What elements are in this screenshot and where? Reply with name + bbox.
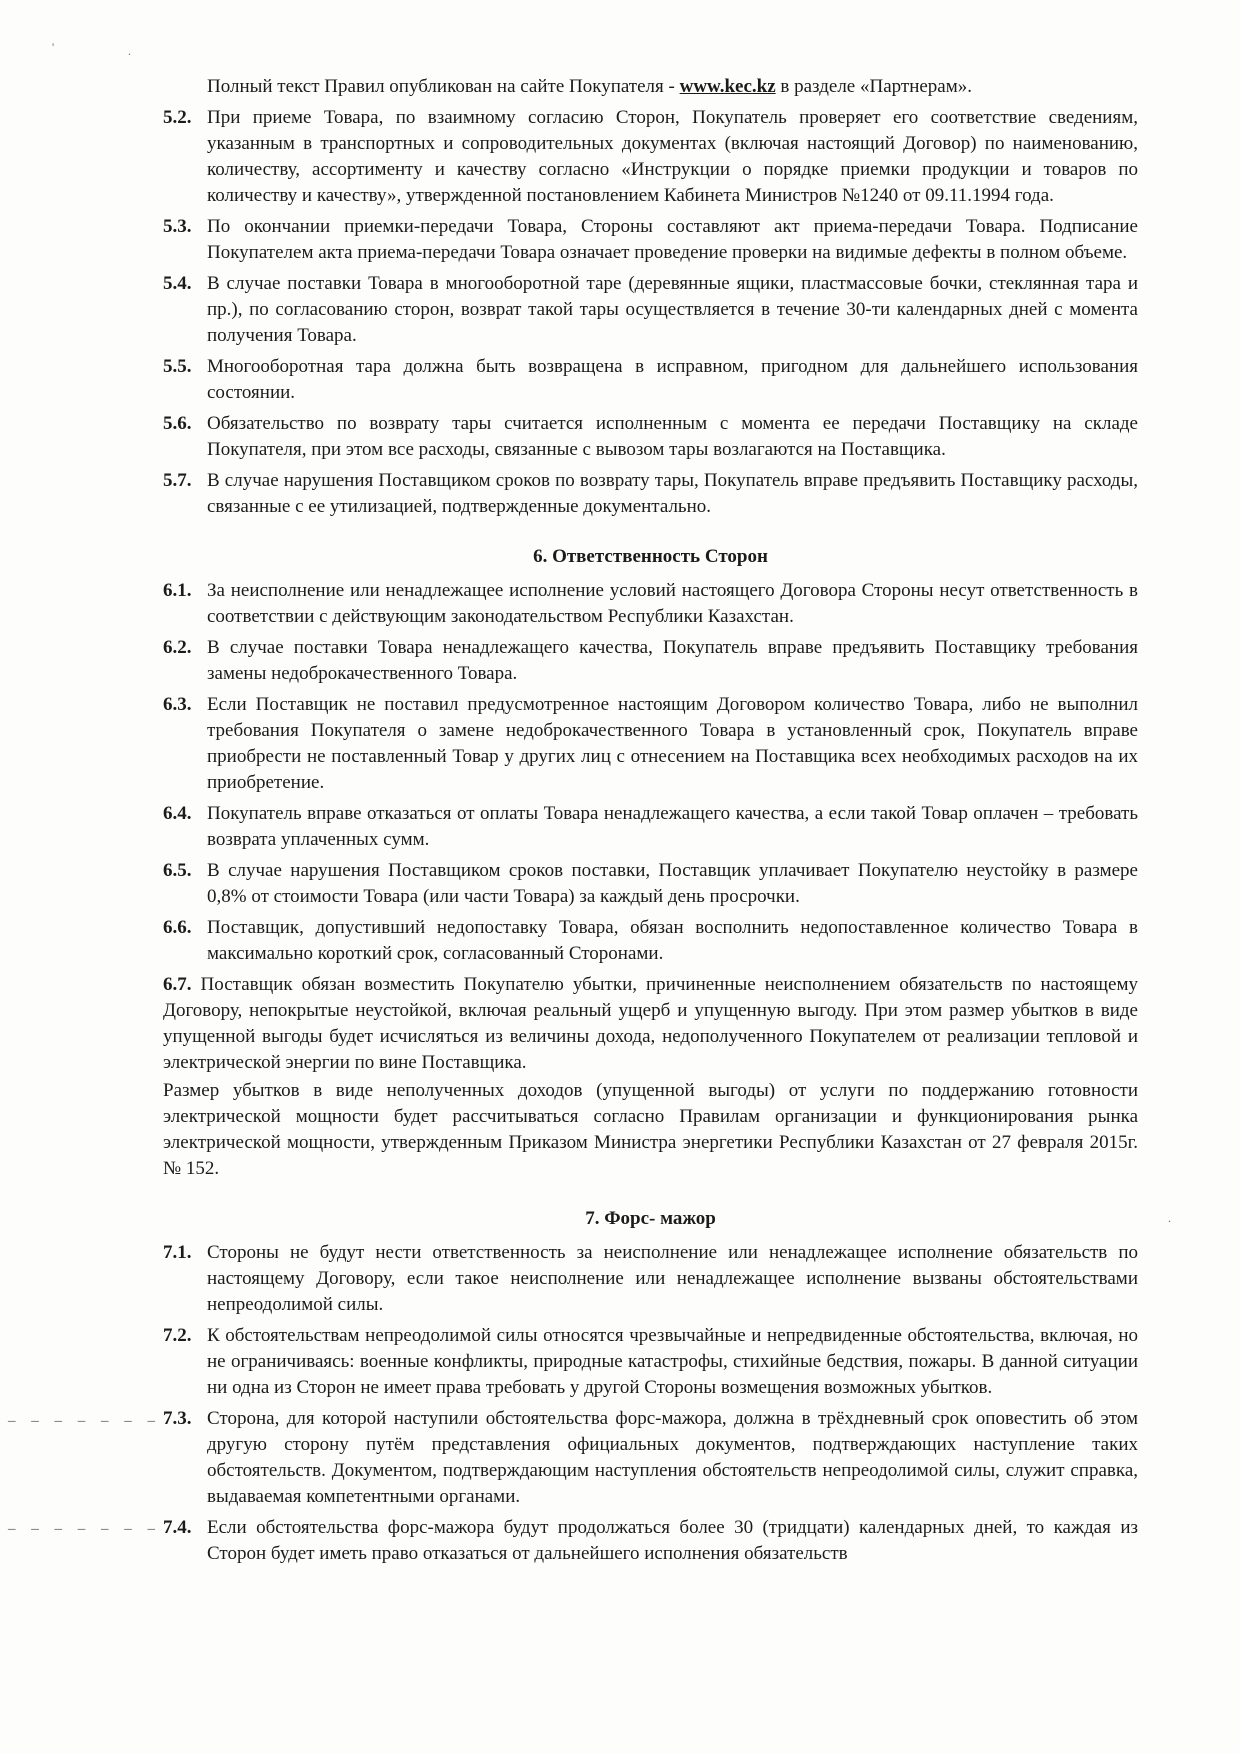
intro-text: Полный текст Правил опубликован на сайте Покупателя -: [207, 76, 680, 97]
clause-number: 5.4.: [163, 273, 192, 294]
section-6-heading: 6. Ответственность Сторон: [533, 546, 768, 567]
clause-text: В случае нарушения Поставщиком сроков поставки, Поставщик уплачивает Покупателю неустойку в размере 0,8% от стоимости Товара (или части Товара) за каждый день просрочки.: [207, 860, 1138, 907]
clause-text: За неисполнение или ненадлежащее исполнение условий настоящего Договора Стороны несут ответственность в соответствии с действующим законодательством Республики Казахстан.: [207, 580, 1138, 627]
clause-text: Многооборотная тара должна быть возвращена в исправном, пригодном для дальнейшего использования состоянии.: [207, 356, 1138, 403]
clause-number: 6.1.: [163, 580, 192, 601]
clause-5-6: [163, 411, 1138, 463]
clause-7-1: [163, 1240, 1138, 1318]
clause-number: 5.6.: [163, 413, 192, 434]
intro-text-end: в разделе «Партнерам».: [775, 76, 973, 97]
document-body: [163, 74, 1138, 1572]
scan-speck: .: [1168, 1211, 1171, 1225]
clause-text: По окончании приемки-передачи Товара, Стороны составляют акт приема-передачи Товара. Подписание Покупателем акта приема-передачи Товара означает проведение проверки на видимые дефекты в полном объеме.: [207, 216, 1138, 263]
clause-text: В случае нарушения Поставщиком сроков по возврату тары, Покупатель вправе предъявить Поставщику расходы, связанные с ее утилизацией, подтвержденные документально.: [207, 470, 1138, 517]
clause-number: 5.3.: [163, 216, 192, 237]
clause-number: 6.6.: [163, 917, 192, 938]
section-5-items: [163, 105, 1138, 520]
clause-5-3: [163, 214, 1138, 266]
section-7-items: [163, 1240, 1138, 1567]
clause-text: В случае поставки Товара ненадлежащего качества, Покупатель вправе предъявить Поставщику требования замены недоброкачественного Товара.: [207, 637, 1138, 684]
clause-5-7: [163, 468, 1138, 520]
clause-7-3: [163, 1406, 1138, 1510]
clause-text: В случае поставки Товара в многооборотной таре (деревянные ящики, пластмассовые бочки, стеклянная тара и пр.), по согласованию сторон, возврат такой тары осуществляется в течение 30-ти календарных дней с момента получения Товара.: [207, 273, 1138, 346]
clause-5-5: [163, 354, 1138, 406]
scan-speck: .: [128, 44, 131, 58]
scan-speck: ': [52, 40, 55, 54]
section-7-heading: 7. Форс- мажор: [585, 1208, 716, 1229]
rules-intro: [207, 74, 1138, 100]
website-link[interactable]: www.kec.kz: [679, 76, 776, 97]
clause-number: 7.3.: [163, 1408, 192, 1429]
clause-number: 6.5.: [163, 860, 192, 881]
scan-artifact-dashes: ‒ ‒ ‒ ‒ ‒ ‒ ‒: [8, 1413, 161, 1429]
clause-number: 6.3.: [163, 694, 192, 715]
clause-6-4: [163, 801, 1138, 853]
clause-number: 6.7.: [163, 974, 192, 995]
clause-6-2: [163, 635, 1138, 687]
clause-text: К обстоятельствам непреодолимой силы относятся чрезвычайные и непредвиденные обстоятельства, включая, но не ограничиваясь: военные конфликты, природные катастрофы, стихийные бедствия, пожары. В данной ситуации ни одна из Сторон не имеет права требовать у другой Стороны возмещения возможных убытков.: [207, 1325, 1138, 1398]
clause-number: 6.4.: [163, 803, 192, 824]
clause-6-7: [163, 972, 1138, 1076]
clause-text: Покупатель вправе отказаться от оплаты Товара ненадлежащего качества, а если такой Товар оплачен – требовать возврата уплаченных сумм.: [207, 803, 1138, 850]
clause-number: 7.1.: [163, 1242, 192, 1263]
clause-number: 7.2.: [163, 1325, 192, 1346]
clause-5-4: [163, 271, 1138, 349]
clause-number: 5.2.: [163, 107, 192, 128]
clause-number: 5.5.: [163, 356, 192, 377]
clause-text: Поставщик обязан возместить Покупателю убытки, причиненные неисполнением обязательств по настоящему Договору, непокрытые неустойкой, включая реальный ущерб и упущенную выгоду. При этом размер убытков в виде упущенной выгоды будет исчисляться из величины дохода, недополученного Покупателем от реализации тепловой и электрической энергии по вине Поставщика.: [163, 974, 1138, 1073]
section-6-items: [163, 578, 1138, 967]
clause-text: Сторона, для которой наступили обстоятельства форс-мажора, должна в трёхдневный срок оповестить об этом другую сторону путём представления официальных документов, подтверждающих наступление таких обстоятельств. Документом, подтверждающим наступления обстоятельств непреодолимой силы, служит справка, выдаваемая компетентными органами.: [207, 1408, 1138, 1507]
clause-text: Стороны не будут нести ответственность за неисполнение или ненадлежащее исполнение обязательств по настоящему Договору, если такое неисполнение или ненадлежащее исполнение вызваны обстоятельствами непреодолимой силы.: [207, 1242, 1138, 1315]
clause-7-2: [163, 1323, 1138, 1401]
clause-text: Если Поставщик не поставил предусмотренное настоящим Договором количество Товара, либо не выполнил требования Покупателя о замене недоброкачественного Товара в установленный срок, Покупатель вправе приобрести не поставленный Товар у других лиц с отнесением на Поставщика всех необходимых расходов на их приобретение.: [207, 694, 1138, 793]
scan-artifact-dashes: ‒ ‒ ‒ ‒ ‒ ‒ ‒: [8, 1521, 161, 1537]
clause-5-2: [163, 105, 1138, 209]
clause-6-6: [163, 915, 1138, 967]
clause-7-4: [163, 1515, 1138, 1567]
clause-number: 6.2.: [163, 637, 192, 658]
clause-text: При приеме Товара, по взаимному согласию Сторон, Покупатель проверяет его соответствие сведениям, указанным в транспортных и сопроводительных документах (включая настоящий Договор) по наименованию, количеству, ассортименту и качеству согласно «Инструкции о порядке приемки продукции и товаров по количеству и качеству», утвержденной постановлением Кабинета Министров №1240 от 09.11.1994 года.: [207, 107, 1138, 206]
clause-6-3: [163, 692, 1138, 796]
clause-number: 7.4.: [163, 1517, 192, 1538]
clause-6-1: [163, 578, 1138, 630]
clause-number: 5.7.: [163, 470, 192, 491]
clause-text: Поставщик, допустивший недопоставку Товара, обязан восполнить недопоставленное количество Товара в максимально короткий срок, согласованный Сторонами.: [207, 917, 1138, 964]
clause-6-7-continuation: Размер убытков в виде неполученных доходов (упущенной выгоды) от услуги по поддержанию готовности электрической мощности будет рассчитываться согласно Правилам организации и функционирования рынка электрической мощности, утвержденным Приказом Министра энергетики Республики Казахстан от 27 февраля 2015г. № 152.: [163, 1080, 1138, 1179]
clause-text: Обязательство по возврату тары считается исполненным с момента ее передачи Поставщику на складе Покупателя, при этом все расходы, связанные с вывозом тары возлагаются на Поставщика.: [207, 413, 1138, 460]
clause-6-5: [163, 858, 1138, 910]
clause-text: Если обстоятельства форс-мажора будут продолжаться более 30 (тридцати) календарных дней, то каждая из Сторон будет иметь право отказаться от дальнейшего исполнения обязательств: [207, 1517, 1138, 1564]
